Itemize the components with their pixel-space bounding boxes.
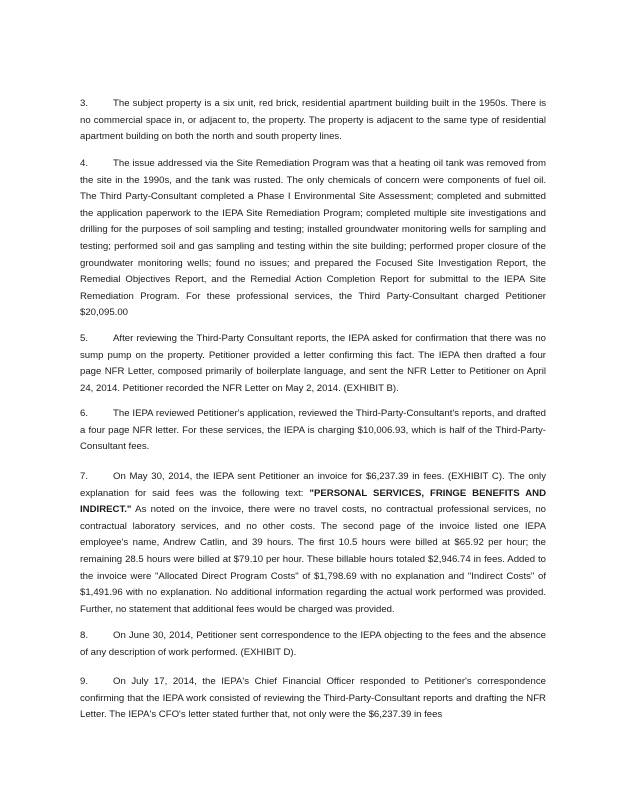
paragraph-5 — [80, 331, 546, 397]
paragraph-number: 9. — [80, 676, 89, 687]
paragraph-number: 5. — [80, 333, 89, 344]
paragraph-number: 8. — [80, 630, 89, 641]
paragraph-text: The issue addressed via the Site Remediation Program was that a heating oil tank was removed from the site in the 1990s, and the tank was rusted. The only chemicals of concern were components of fuel oil. The Third Party-Consultant completed a Phase I Environmental Site Assessment; completed and submitted the application paperwork to the IEPA Site Remediation Program; completed multiple site investigations and drilling for the purposes of soil sampling and testing; installed groundwater monitoring wells for sampling and testing; performed soil and gas sampling and testing within the site building; performed proper closure of the groundwater monitoring wells; found no issues; and prepared the Focused Site Investigation Report, the Remedial Objectives Report, and the Remedial Action Completion Report for submittal to the IEPA Site Remediation Program. For these professional services, the Third Party-Consultant charged Petitioner $20,095.00 — [80, 158, 546, 319]
paragraph-text: The subject property is a six unit, red brick, residential apartment building built in the 1950s. There is no commercial space in, or adjacent to, the property. The property is adjacent to the same type of residential apartment building on both the north and south property lines. — [80, 98, 546, 143]
paragraph-number: 7. — [80, 471, 89, 482]
paragraph-3 — [80, 96, 546, 146]
paragraph-8 — [80, 628, 546, 661]
paragraph-6 — [80, 406, 546, 456]
paragraph-number: 4. — [80, 158, 89, 169]
paragraph-9 — [80, 674, 546, 724]
paragraph-text-after: As noted on the invoice, there were no travel costs, no contractual professional services, no contractual laboratory services, and no other costs. The second page of the invoice listed one IEPA employee's name, Andrew Catlin, and 39 hours. The first 10.5 hours were billed at $65.92 per hour; the remaining 28.5 hours were billed at $79.10 per hour. These billable hours totaled $2,946.74 in fees. Added to the invoice were "Allocated Direct Program Costs" of $1,798.69 with no explanation and "Indirect Costs" of $1,491.96 with no explanation. No additional information regarding the actual work performed was provided. Further, no statement that additional fees would be charged was provided. — [80, 504, 546, 615]
paragraph-7 — [80, 469, 546, 618]
paragraph-text-before: On May 30, 2014, the IEPA sent Petitioner an invoice for $6,237.39 in fees. (EXHIBIT C). The only explanation for said fees was the following text: — [80, 471, 546, 499]
paragraph-text: The IEPA reviewed Petitioner's application, reviewed the Third-Party-Consultant's reports, and drafted a four page NFR letter. For these services, the IEPA is charging $10,006.93, which is half of the Third-Party-Consultant fees. — [80, 408, 546, 453]
paragraph-text: On July 17, 2014, the IEPA's Chief Financial Officer responded to Petitioner's correspondence confirming that the IEPA work consisted of reviewing the Third-Party-Consultant reports and drafting the NFR Letter. The IEPA's CFO's letter stated further that, not only were the $6,237.39 in fees — [80, 676, 546, 721]
paragraph-number: 3. — [80, 98, 89, 109]
paragraph-number: 6. — [80, 408, 89, 419]
paragraph-text: After reviewing the Third-Party Consultant reports, the IEPA asked for confirmation that there was no sump pump on the property. Petitioner provided a letter confirming this fact. The IEPA then drafted a four page NFR Letter, composed primarily of boilerplate language, and sent the NFR Letter to Petitioner on April 24, 2014. Petitioner recorded the NFR Letter on May 2, 2014. (EXHIBIT B). — [80, 333, 546, 394]
paragraph-4 — [80, 156, 546, 322]
paragraph-text: On June 30, 2014, Petitioner sent correspondence to the IEPA objecting to the fees and the absence of any description of work performed. (EXHIBIT D). — [80, 630, 546, 658]
paragraph-text-emphasis: "PERSONAL SERVICES, FRINGE BENEFITS AND INDIRECT." — [80, 487, 546, 516]
